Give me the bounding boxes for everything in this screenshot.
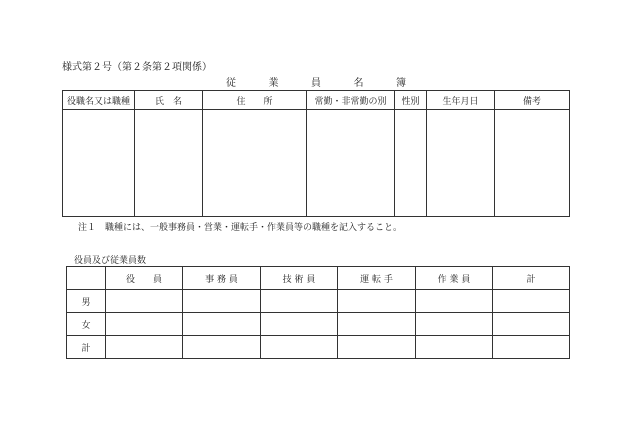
- row-label-total: 計: [67, 336, 106, 359]
- document-title: [226, 74, 406, 89]
- cell-technical[interactable]: [261, 313, 338, 336]
- header-clerical: 事 務 員: [183, 267, 261, 290]
- cell-total[interactable]: [493, 290, 570, 313]
- header-technical: 技 術 員: [261, 267, 338, 290]
- cell-clerical[interactable]: [183, 290, 261, 313]
- header-corner: [67, 267, 106, 290]
- title-char: 簿: [396, 78, 406, 89]
- row-label-male: 男: [67, 290, 106, 313]
- header-workers: 作 業 員: [416, 267, 493, 290]
- cell-technical[interactable]: [261, 290, 338, 313]
- cell-drivers[interactable]: [338, 336, 416, 359]
- header-position: 役職名又は職種: [63, 91, 135, 110]
- header-remarks: 備考: [495, 91, 570, 110]
- title-char: 業: [268, 78, 279, 89]
- cell-technical[interactable]: [261, 336, 338, 359]
- counts-row-total: [67, 336, 570, 359]
- header-employment-type: 常勤・非常勤の別: [307, 91, 395, 110]
- register-entry-row: [63, 110, 570, 217]
- counts-header-row: [67, 267, 570, 290]
- header-drivers: 運 転 手: [338, 267, 416, 290]
- cell-total[interactable]: [493, 313, 570, 336]
- staff-counts-table: [66, 266, 570, 359]
- cell-drivers[interactable]: [338, 290, 416, 313]
- header-gender: 性別: [395, 91, 427, 110]
- register-header-row: [63, 91, 570, 110]
- cell-drivers[interactable]: [338, 313, 416, 336]
- cell-officers[interactable]: [106, 313, 183, 336]
- cell-workers[interactable]: [416, 336, 493, 359]
- header-birthdate: 生年月日: [427, 91, 495, 110]
- cell-workers[interactable]: [416, 290, 493, 313]
- cell-remarks[interactable]: [495, 110, 570, 217]
- cell-employment-type[interactable]: [307, 110, 395, 217]
- cell-gender[interactable]: [395, 110, 427, 217]
- counts-row-male: [67, 290, 570, 313]
- note-text: 注１ 職種には、一般事務員・営業・運転手・作業員等の職種を記入すること。: [78, 223, 403, 233]
- header-name: 氏 名: [135, 91, 203, 110]
- counts-row-female: [67, 313, 570, 336]
- form-number-label: 様式第２号（第２条第２項関係）: [62, 62, 212, 73]
- cell-birthdate[interactable]: [427, 110, 495, 217]
- title-char: 従: [226, 78, 236, 89]
- cell-total[interactable]: [493, 336, 570, 359]
- cell-name[interactable]: [135, 110, 203, 217]
- header-officers: 役 員: [106, 267, 183, 290]
- cell-workers[interactable]: [416, 313, 493, 336]
- row-label-female: 女: [67, 313, 106, 336]
- cell-officers[interactable]: [106, 290, 183, 313]
- header-total: 計: [493, 267, 570, 290]
- header-address: 住 所: [203, 91, 307, 110]
- counts-section-title: 役員及び従業員数: [74, 256, 147, 266]
- cell-clerical[interactable]: [183, 313, 261, 336]
- title-char: 員: [311, 78, 321, 89]
- cell-address[interactable]: [203, 110, 307, 217]
- title-char: 名: [353, 78, 364, 89]
- cell-clerical[interactable]: [183, 336, 261, 359]
- employee-register-table: [62, 90, 570, 217]
- cell-officers[interactable]: [106, 336, 183, 359]
- cell-position[interactable]: [63, 110, 135, 217]
